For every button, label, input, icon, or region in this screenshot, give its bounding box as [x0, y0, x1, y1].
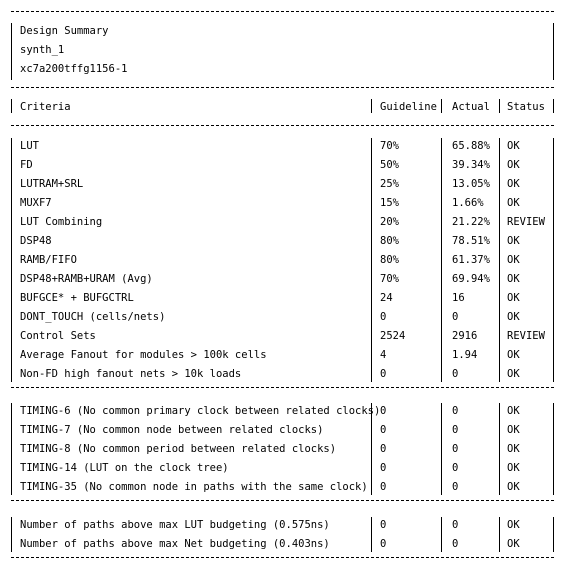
cell-guideline: 0	[380, 424, 387, 436]
cell-actual: 0	[452, 462, 459, 474]
column-separator	[441, 403, 442, 495]
cell-actual: 61.37%	[452, 254, 490, 266]
cell-criteria: LUT	[20, 140, 39, 152]
cell-actual: 1.94	[452, 349, 478, 361]
cell-actual: 16	[452, 292, 465, 304]
cell-actual: 21.22%	[452, 216, 490, 228]
cell-actual: 0	[452, 538, 459, 550]
column-separator	[499, 99, 500, 113]
column-separator	[499, 517, 500, 552]
cell-guideline: 20%	[380, 216, 399, 228]
cell-criteria: Number of paths above max LUT budgeting (0.575ns)	[20, 519, 330, 531]
cell-guideline: 80%	[380, 235, 399, 247]
cell-status: OK	[507, 311, 520, 323]
cell-criteria: MUXF7	[20, 197, 52, 209]
header-guideline: Guideline	[380, 101, 437, 113]
cell-status: OK	[507, 519, 520, 531]
cell-criteria: DSP48	[20, 235, 52, 247]
cell-status: REVIEW	[507, 216, 545, 228]
cell-actual: 65.88%	[452, 140, 490, 152]
left-border	[11, 517, 12, 552]
cell-status: OK	[507, 462, 520, 474]
cell-criteria: BUFGCE* + BUFGCTRL	[20, 292, 134, 304]
cell-actual: 39.34%	[452, 159, 490, 171]
cell-guideline: 50%	[380, 159, 399, 171]
cell-criteria: RAMB/FIFO	[20, 254, 77, 266]
cell-criteria: DSP48+RAMB+URAM (Avg)	[20, 273, 153, 285]
columns-divider	[11, 125, 554, 126]
cell-actual: 0	[452, 424, 459, 436]
cell-actual: 2916	[452, 330, 478, 342]
group-divider	[11, 557, 554, 558]
cell-guideline: 25%	[380, 178, 399, 190]
cell-guideline: 2524	[380, 330, 406, 342]
cell-status: OK	[507, 235, 520, 247]
cell-status: OK	[507, 140, 520, 152]
summary-run: synth_1	[20, 44, 65, 56]
cell-status: OK	[507, 254, 520, 266]
cell-status: OK	[507, 538, 520, 550]
left-border	[11, 138, 12, 382]
cell-criteria: DONT_TOUCH (cells/nets)	[20, 311, 166, 323]
cell-guideline: 0	[380, 462, 387, 474]
cell-criteria: Number of paths above max Net budgeting (0.403ns)	[20, 538, 330, 550]
cell-guideline: 4	[380, 349, 387, 361]
cell-actual: 78.51%	[452, 235, 490, 247]
right-border	[553, 517, 554, 552]
cell-status: OK	[507, 178, 520, 190]
column-separator	[499, 138, 500, 382]
column-separator	[441, 138, 442, 382]
cell-guideline: 70%	[380, 273, 399, 285]
header-divider	[11, 87, 554, 88]
cell-status: REVIEW	[507, 330, 545, 342]
cell-criteria: TIMING-14 (LUT on the clock tree)	[20, 462, 229, 474]
left-border	[11, 23, 12, 80]
cell-criteria: Non-FD high fanout nets > 10k loads	[20, 368, 242, 380]
cell-guideline: 0	[380, 443, 387, 455]
right-border	[553, 138, 554, 382]
cell-guideline: 70%	[380, 140, 399, 152]
column-separator	[371, 517, 372, 552]
cell-actual: 0	[452, 405, 459, 417]
cell-guideline: 0	[380, 481, 387, 493]
cell-criteria: FD	[20, 159, 33, 171]
cell-status: OK	[507, 424, 520, 436]
header-actual: Actual	[452, 101, 490, 113]
cell-actual: 0	[452, 311, 459, 323]
column-separator	[441, 99, 442, 113]
right-border	[553, 23, 554, 80]
cell-criteria: Control Sets	[20, 330, 96, 342]
cell-actual: 0	[452, 519, 459, 531]
summary-part: xc7a200tffg1156-1	[20, 63, 128, 75]
cell-guideline: 0	[380, 311, 387, 323]
cell-guideline: 0	[380, 405, 387, 417]
summary-title: Design Summary	[20, 25, 109, 37]
column-separator	[499, 403, 500, 495]
right-border	[553, 99, 554, 113]
cell-criteria: LUT Combining	[20, 216, 103, 228]
cell-actual: 0	[452, 481, 459, 493]
cell-status: OK	[507, 159, 520, 171]
cell-guideline: 0	[380, 519, 387, 531]
cell-criteria: TIMING-7 (No common node between related clocks)	[20, 424, 324, 436]
cell-actual: 0	[452, 368, 459, 380]
cell-guideline: 15%	[380, 197, 399, 209]
header-criteria: Criteria	[20, 101, 71, 113]
left-border	[11, 99, 12, 113]
cell-guideline: 80%	[380, 254, 399, 266]
header-status: Status	[507, 101, 545, 113]
cell-actual: 13.05%	[452, 178, 490, 190]
cell-status: OK	[507, 443, 520, 455]
column-separator	[441, 517, 442, 552]
cell-status: OK	[507, 273, 520, 285]
cell-status: OK	[507, 349, 520, 361]
cell-actual: 69.94%	[452, 273, 490, 285]
cell-guideline: 0	[380, 368, 387, 380]
cell-status: OK	[507, 368, 520, 380]
cell-criteria: TIMING-35 (No common node in paths with the same clock)	[20, 481, 368, 493]
cell-actual: 0	[452, 443, 459, 455]
cell-status: OK	[507, 197, 520, 209]
group-divider	[11, 500, 554, 501]
top-border	[11, 11, 554, 12]
column-separator	[371, 138, 372, 382]
column-separator	[371, 99, 372, 113]
cell-status: OK	[507, 481, 520, 493]
cell-criteria: LUTRAM+SRL	[20, 178, 84, 190]
cell-criteria: TIMING-6 (No common primary clock between related clocks)	[20, 405, 381, 417]
left-border	[11, 403, 12, 495]
cell-criteria: Average Fanout for modules > 100k cells	[20, 349, 267, 361]
cell-guideline: 24	[380, 292, 393, 304]
cell-status: OK	[507, 405, 520, 417]
cell-status: OK	[507, 292, 520, 304]
cell-guideline: 0	[380, 538, 387, 550]
cell-actual: 1.66%	[452, 197, 484, 209]
cell-criteria: TIMING-8 (No common period between related clocks)	[20, 443, 337, 455]
group-divider	[11, 387, 554, 388]
right-border	[553, 403, 554, 495]
